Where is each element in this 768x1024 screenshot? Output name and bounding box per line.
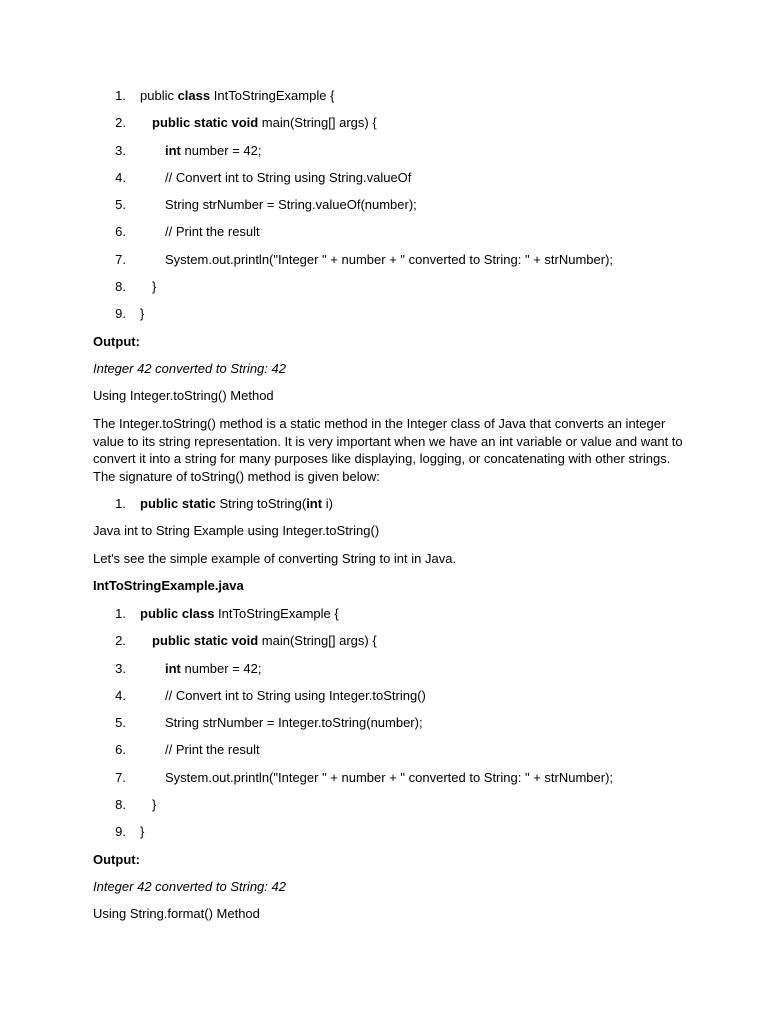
code-text-line (140, 306, 144, 322)
line-number: 7. (115, 251, 126, 267)
line-number: 8. (115, 797, 126, 813)
code-text-line (140, 606, 339, 622)
line-number: 2. (115, 633, 126, 649)
line-number: 9. (115, 824, 126, 840)
code-keyword: public static void (152, 115, 259, 131)
code-text-line (152, 115, 377, 131)
line-number: 5. (115, 197, 126, 213)
code-line (0, 224, 768, 251)
code-line (0, 143, 768, 170)
code-text: } (152, 797, 157, 813)
code-text: // Print the result (165, 742, 260, 758)
line-number: 3. (115, 142, 126, 158)
line-number: 9. (115, 306, 126, 322)
output-label: Output: (93, 852, 140, 867)
code-text-line (165, 143, 261, 159)
code-line (0, 715, 768, 742)
file-name: IntToStringExample.java (93, 578, 244, 593)
output-value: Integer 42 converted to String: 42 (93, 879, 286, 894)
code-text-line (165, 252, 613, 268)
code-line (0, 688, 768, 715)
code-text: String strNumber = String.valueOf(number); (165, 197, 417, 213)
code-text: // Print the result (165, 224, 260, 240)
code-line (0, 170, 768, 197)
code-keyword: int (306, 496, 323, 511)
code-line (0, 770, 768, 797)
code-text: } (152, 279, 157, 295)
line-number: 1. (115, 88, 126, 103)
code-text: number = 42; (180, 660, 262, 676)
code-text-line (165, 170, 411, 186)
line-number: 6. (115, 742, 126, 758)
code-text: System.out.println("Integer " + number + " converted to String: " + strNumber); (165, 251, 614, 267)
line-number: 4. (115, 169, 126, 185)
code-line (0, 306, 768, 333)
code-keyword: public static void (152, 633, 259, 649)
code-line (0, 197, 768, 224)
code-keyword: int (165, 660, 181, 676)
code-line (0, 606, 768, 633)
code-keyword: public class (140, 606, 215, 621)
code-text: number = 42; (180, 142, 262, 158)
code-line (0, 742, 768, 769)
code-text: // Convert int to String using Integer.toString() (165, 687, 426, 703)
code-text: String toString( (215, 496, 307, 511)
code-line (0, 824, 768, 851)
line-number: 4. (115, 687, 126, 703)
code-text-line (140, 496, 333, 511)
code-text: System.out.println("Integer " + number + " converted to String: " + strNumber); (165, 769, 614, 785)
code-text: IntToStringExample { (214, 606, 339, 621)
code-text: i) (322, 496, 333, 511)
code-keyword: public static (140, 496, 216, 511)
example-heading: Java int to String Example using Integer.toString() (93, 523, 380, 538)
code-line (0, 279, 768, 306)
code-text: public (140, 88, 178, 103)
code-listing-tostring (0, 606, 768, 852)
output-label: Output: (93, 334, 140, 349)
code-keyword: int (165, 142, 181, 158)
code-text-line (165, 661, 261, 677)
code-text-line (165, 715, 423, 731)
code-line (0, 797, 768, 824)
code-line (0, 115, 768, 142)
example-intro: Let's see the simple example of converting String to int in Java. (93, 551, 457, 566)
code-text: main(String[] args) { (258, 115, 377, 131)
section-heading-string-format: Using String.format() Method (93, 906, 260, 921)
code-line (0, 88, 768, 115)
output-value: Integer 42 converted to String: 42 (93, 361, 286, 376)
code-text-line (140, 88, 334, 104)
code-text-line (165, 770, 613, 786)
code-keyword: class (177, 88, 211, 103)
code-text-line (165, 742, 260, 758)
code-line (0, 252, 768, 279)
code-text-line (152, 797, 156, 813)
code-text: // Convert int to String using String.valueOf (165, 169, 412, 185)
code-text: } (140, 306, 145, 322)
code-text: String strNumber = Integer.toString(number); (165, 715, 423, 731)
line-number: 3. (115, 660, 126, 676)
line-number: 5. (115, 715, 126, 731)
line-number: 6. (115, 224, 126, 240)
code-text: main(String[] args) { (258, 633, 377, 649)
line-number: 1. (115, 606, 126, 621)
code-line (0, 633, 768, 660)
code-text-line (152, 633, 377, 649)
code-text-line (152, 279, 156, 295)
section-heading-integer-tostring: Using Integer.toString() Method (93, 388, 274, 403)
code-text-line (140, 824, 144, 840)
code-listing-valueof (0, 88, 768, 334)
line-number: 2. (115, 115, 126, 131)
method-description: The Integer.toString() method is a static method in the Integer class of Java that converts an integer value to its string representation. It is very important when we have an int variable or value and want to convert it into a string for many purposes like displaying, logging, or concatenating with other strings. The signature of toString() method is given below: (93, 416, 683, 485)
method-signature (0, 496, 768, 514)
line-number: 7. (115, 769, 126, 785)
code-text-line (165, 688, 426, 704)
line-number: 1. (115, 496, 126, 511)
code-text-line (165, 197, 417, 213)
code-text: IntToStringExample { (210, 88, 335, 103)
code-text: } (140, 824, 145, 840)
code-text-line (165, 224, 260, 240)
code-line (0, 661, 768, 688)
line-number: 8. (115, 279, 126, 295)
